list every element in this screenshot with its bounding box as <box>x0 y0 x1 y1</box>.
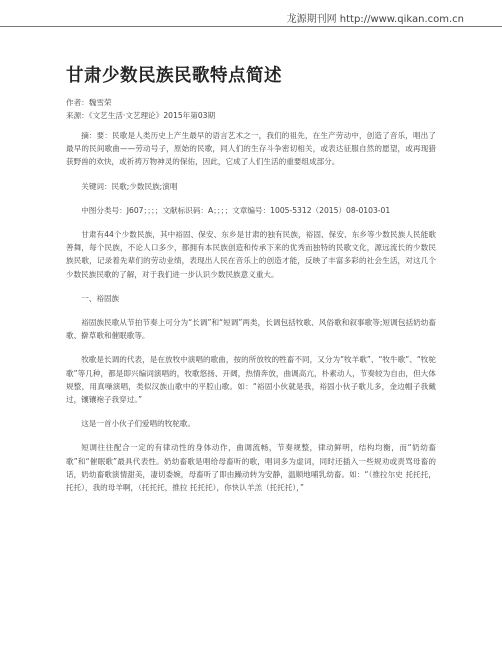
paragraph-3: 这是一首小伙子们爱唱的牧驼歌。 <box>81 419 196 429</box>
author-label: 作者： <box>66 98 89 107</box>
source-name: 《文艺生活·文艺理论》2015年第03期 <box>88 111 216 120</box>
site-header-link[interactable]: 龙源期刊网 http://www.qikan.com.cn <box>286 14 464 25</box>
article-title: 甘肃少数民族民歌特点简述 <box>66 66 282 86</box>
source-label: 来源： <box>66 111 89 120</box>
paragraph-4: 短调往往配合一定的有律动性的身体动作，曲调流畅，节奏规整，律动鲜明，结构均衡，而“奶幼畜歌”和“催眠歌”最具代表性。奶幼畜歌是唱给母畜听的歌，唱词多为虚词，同时还插入一些规劝或责骂母畜的话，奶幼畜歌演情甜美，凄切委婉，母畜听了即由躁动转为安静，温顺地哺乳幼畜。如：“（推拉尔史 托托托，托托），我的母羊啊，（托托托，推拉 托托托），你快认羊羔（托托托），” <box>66 443 436 493</box>
author-name: 魏雪荣 <box>88 98 112 107</box>
article-body <box>66 62 436 494</box>
paragraph-1: 裕固族民歌从节拍节奏上可分为“长调”和“短调”两类，长调包括牧歌、风俗歌和叙事歌等;短调包括奶幼畜歌、擀草歌和催眠歌等。 <box>66 318 436 341</box>
section-heading: 一、裕固族 <box>81 293 120 303</box>
source-line <box>66 109 436 122</box>
header-divider <box>0 26 502 27</box>
intro-paragraph: 甘肃有44个少数民族，其中裕固、保安、东乡是甘肃的独有民族，裕固、保安、东乡等少数民族人民能歌善舞，每个民族，不论人口多少，都拥有本民族创造和传承下来的优秀而独特的民歌文化，源远流长的少数民族民歌，记录着先辈们的劳动业绩，表现出人民在音乐上的创造才能，反映了丰富多彩的社会生活，对这几个少数民族民歌的了解，对于我们进一步认识少数民族意义重大。 <box>66 230 436 279</box>
keywords: 关键词：民歌;少数民族;演唱 <box>81 181 178 191</box>
classification-line: 中图分类号：J607；；；；文献标识码：A；；；；文章编号：1005-5312（2015）08-0103-01 <box>81 205 391 215</box>
paragraph-2: 牧歌是长调的代表，是在放牧中演唱的歌曲，按的所放牧的牲畜不同，又分为“牧羊歌”、“牧牛歌”、“牧驼歌”等几种，都是即兴编词演唱的，牧歌悠扬、开阔，热情奔放，曲调高亢，朴素动人，节奏较为自由，但大体规整，用真噪演唱，类似汉族山歌中的平腔山歌。如：“裕固小伙就是我，裕固小伙子歌儿多，金边帽子我戴过，镶镶袍子我穿过。” <box>66 355 436 405</box>
abstract: 摘：要：民歌是人类历史上产生最早的语言艺术之一，我们的祖先，在生产劳动中，创造了音乐，唱出了最早的民间歌曲——劳动号子，原始的民歌，同人们的生存斗争密切相关，或表达征服自然的愿望，或再现猎获野兽的欢快，或祈祷万物神灵的保佑，因此，它成了人们生活的重要组成部分。 <box>66 131 436 167</box>
author-line <box>66 96 436 109</box>
